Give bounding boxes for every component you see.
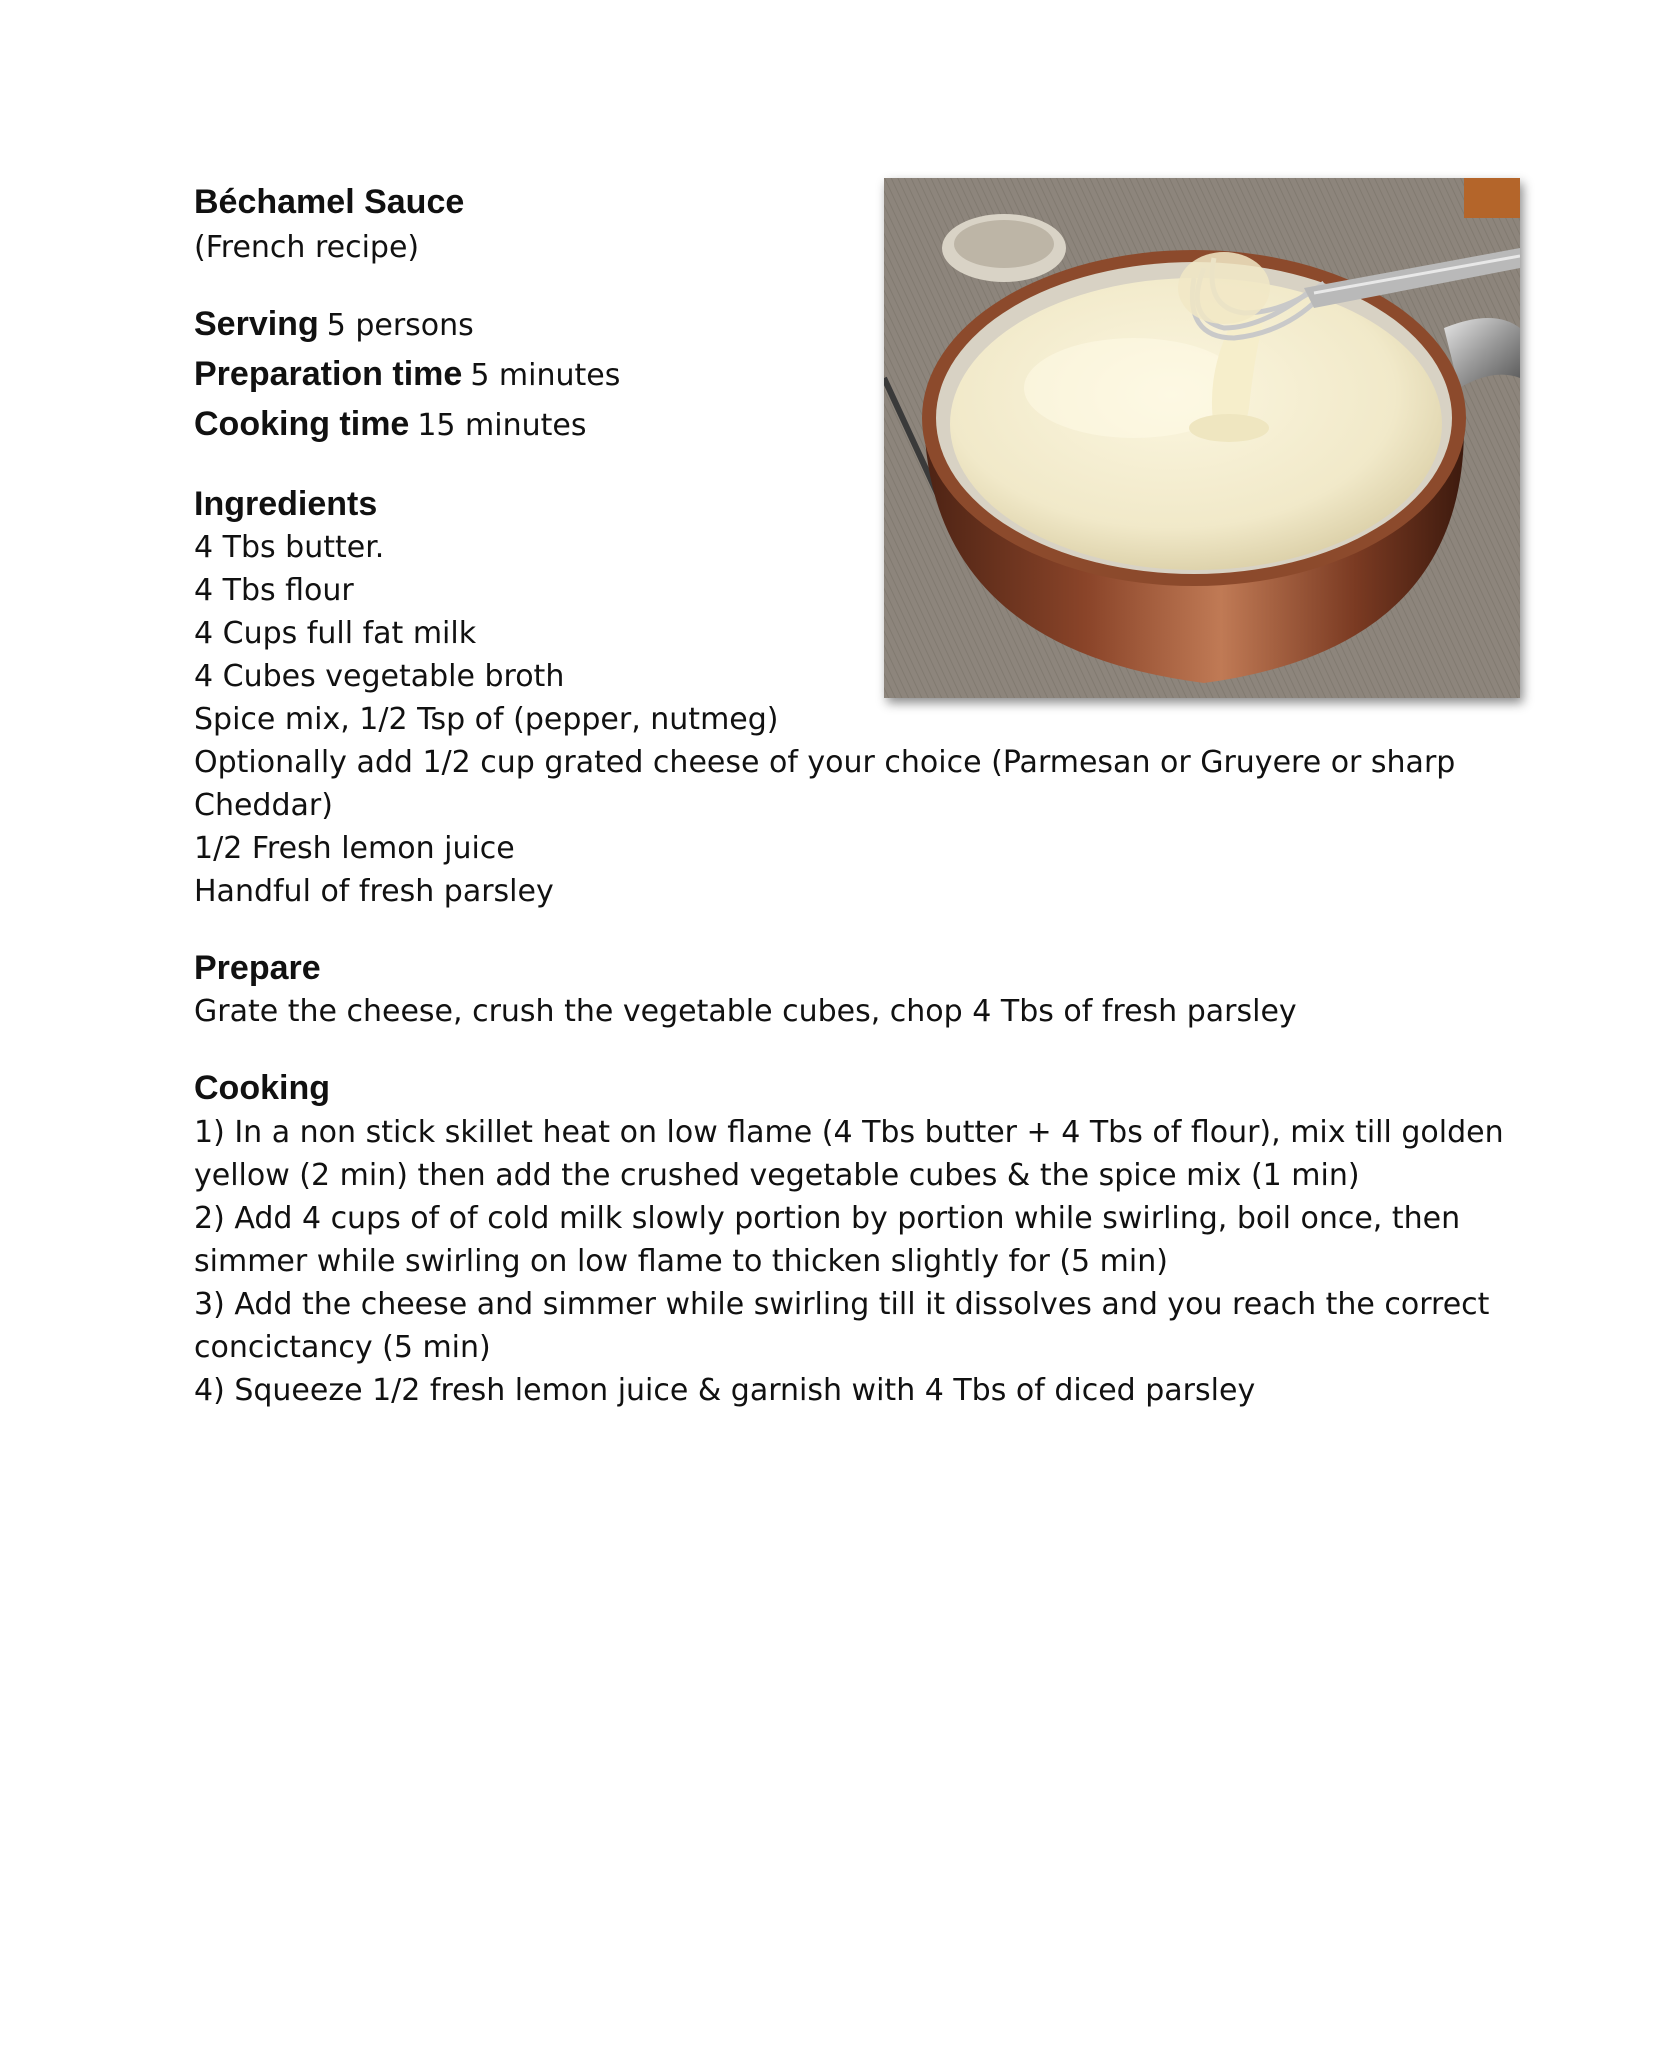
serving-value: 5 persons (326, 308, 474, 343)
bechamel-sauce-photo (884, 178, 1520, 698)
preparation-time-label: Preparation time (194, 355, 463, 393)
cooking-time-row (194, 404, 587, 446)
preparation-time-value: 5 minutes (470, 358, 621, 393)
ingredient-item: Spice mix, 1/2 Tsp of (pepper, nutmeg) (194, 702, 779, 737)
cooking-step-line: yellow (2 min) then add the crushed vegetable cubes & the spice mix (1 min) (194, 1158, 1360, 1193)
cooking-time-value: 15 minutes (417, 408, 587, 443)
cooking-step-line: concictancy (5 min) (194, 1330, 491, 1365)
cooking-step-line: 2) Add 4 cups of of cold milk slowly portion by portion while swirling, boil once, then (194, 1201, 1461, 1236)
cooking-heading: Cooking (194, 1069, 330, 1107)
cooking-step-line: simmer while swirling on low flame to thicken slightly for (5 min) (194, 1244, 1168, 1279)
ingredient-item: 4 Tbs flour (194, 573, 354, 608)
serving-row (194, 304, 474, 346)
serving-label: Serving (194, 305, 319, 343)
recipe-subtitle: (French recipe) (194, 230, 420, 265)
ingredient-item: 4 Tbs butter. (194, 530, 385, 565)
ingredient-item: Handful of fresh parsley (194, 874, 554, 909)
preparation-time-row (194, 354, 620, 396)
recipe-title: Béchamel Sauce (194, 183, 465, 221)
ingredients-heading: Ingredients (194, 485, 378, 523)
cooking-time-label: Cooking time (194, 405, 410, 443)
ingredient-item: 1/2 Fresh lemon juice (194, 831, 515, 866)
prepare-text: Grate the cheese, crush the vegetable cubes, chop 4 Tbs of fresh parsley (194, 994, 1297, 1029)
cooking-step-line: 3) Add the cheese and simmer while swirling till it dissolves and you reach the correct (194, 1287, 1490, 1322)
ingredient-item: Cheddar) (194, 788, 333, 823)
cooking-step-line: 4) Squeeze 1/2 fresh lemon juice & garnish with 4 Tbs of diced parsley (194, 1373, 1256, 1408)
cooking-step-line: 1) In a non stick skillet heat on low flame (4 Tbs butter + 4 Tbs of flour), mix till golden (194, 1115, 1504, 1150)
ingredient-item: 4 Cups full fat milk (194, 616, 477, 651)
prepare-heading: Prepare (194, 949, 321, 987)
ingredient-item: Optionally add 1/2 cup grated cheese of your choice (Parmesan or Gruyere or sharp (194, 745, 1456, 780)
ingredient-item: 4 Cubes vegetable broth (194, 659, 565, 694)
